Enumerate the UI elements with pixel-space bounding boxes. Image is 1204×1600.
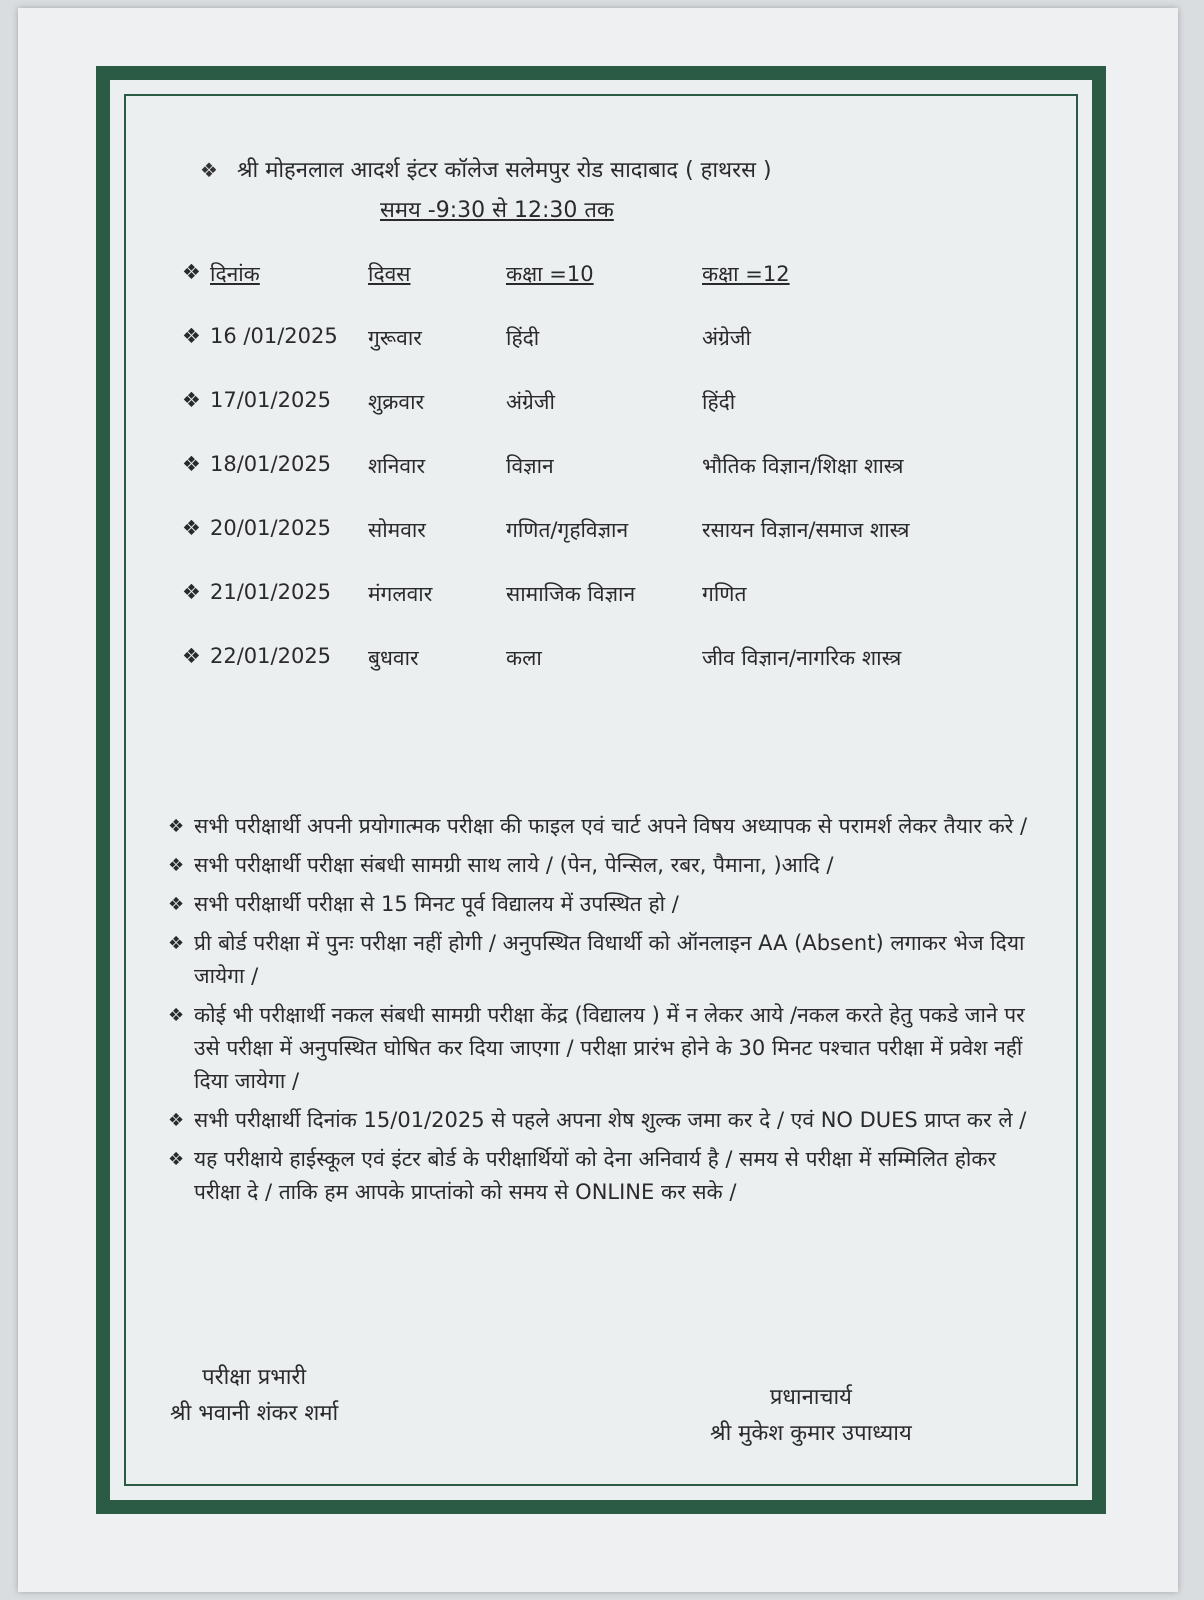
row-class12: गणित [702,582,747,606]
bullet-icon: ❖ [182,580,201,604]
row-date: 20/01/2025 [210,516,332,540]
row-class10: विज्ञान [506,454,554,478]
school-title [200,154,1080,184]
bullet-icon: ❖ [182,644,201,668]
bullet-icon: ❖ [168,1149,185,1170]
bullet-icon: ❖ [168,816,185,837]
table-row [182,644,1032,676]
bullet-icon: ❖ [168,855,185,876]
row-date: 21/01/2025 [210,580,332,604]
row-day: बुधवार [368,646,419,670]
exam-time: समय -9:30 से 12:30 तक [380,198,614,223]
bullet-icon: ❖ [168,894,185,915]
signature-title: परीक्षा प्रभारी [202,1365,307,1390]
row-day: मंगलवार [368,582,433,606]
row-date: 22/01/2025 [210,644,332,668]
bullet-icon: ❖ [200,158,218,182]
notice-content [150,120,1052,1460]
table-row [182,516,1032,548]
paper-sheet [18,8,1178,1592]
list-item [168,999,1038,1098]
bullet-icon: ❖ [168,933,185,954]
signature-name: श्री भवानी शंकर शर्मा [170,1401,339,1426]
decorative-border [96,66,1106,1514]
row-class12: हिंदी [702,390,736,414]
table-row [182,388,1032,420]
instruction-text: सभी परीक्षार्थी दिनांक 15/01/2025 से पहले अपना शेष शुल्क जमा कर दे / एवं NO DUES प्राप्त कर ले / [194,1108,1027,1132]
instruction-text: प्री बोर्ड परीक्षा में पुनः परीक्षा नहीं होगी / अनुपस्थित विधार्थी को ऑनलाइन AA (Absent) लगाकर भेज दिया जायेगा / [194,931,1025,988]
row-class10: हिंदी [506,326,540,350]
header-date: दिनांक [210,262,260,286]
list-item [168,810,1038,843]
table-row [182,452,1032,484]
row-day: गुरूवार [368,326,422,350]
bullet-icon: ❖ [182,388,201,412]
header-class12: कक्षा =12 [702,262,790,286]
table-row [182,324,1032,356]
row-class12: भौतिक विज्ञान/शिक्षा शास्त्र [702,454,904,478]
list-item [168,1104,1038,1137]
bullet-icon: ❖ [182,516,201,540]
signature-title: प्रधानाचार्य [769,1385,852,1410]
instruction-text: कोई भी परीक्षार्थी नकल संबधी सामग्री परीक्षा केंद्र (विद्यालय ) में न लेकर आये /नकल करते हेतु पकडे जाने पर उसे परीक्षा में अनुपस्थित घोषित कर दिया जाएगा / परीक्षा प्रारंभ होने के 30 मिनट पश्चात परीक्षा में प्रवेश नहीं दिया जायेगा / [194,1003,1025,1093]
header-class10: कक्षा =10 [506,262,594,286]
list-item [168,849,1038,882]
row-class12: जीव विज्ञान/नागरिक शास्त्र [702,646,902,670]
instruction-text: सभी परीक्षार्थी परीक्षा से 15 मिनट पूर्व विद्यालय में उपस्थित हो / [194,892,679,916]
list-item [168,888,1038,921]
bullet-icon: ❖ [182,324,201,348]
instruction-text: सभी परीक्षार्थी अपनी प्रयोगात्मक परीक्षा की फाइल एवं चार्ट अपने विषय अध्यापक से परामर्श लेकर तैयार करे / [194,814,1028,838]
exam-incharge-signature [170,1360,338,1432]
list-item [168,1143,1038,1209]
row-date: 18/01/2025 [210,452,332,476]
row-class10: कला [506,646,542,670]
bullet-icon: ❖ [182,260,201,284]
instruction-text: सभी परीक्षार्थी परीक्षा संबधी सामग्री साथ लाये / (पेन, पेन्सिल, रबर, पैमाना, )आदि / [194,853,834,877]
signature-name: श्री मुकेश कुमार उपाध्याय [710,1421,912,1446]
school-name: श्री मोहनलाल आदर्श इंटर कॉलेज सलेमपुर रोड सादाबाद ( हाथरस ) [236,158,772,183]
bullet-icon: ❖ [168,1005,185,1026]
bullet-icon: ❖ [168,1110,185,1131]
table-row [182,580,1032,612]
header-day: दिवस [368,262,411,286]
row-date: 17/01/2025 [210,388,332,412]
row-day: सोमवार [368,518,426,542]
list-item [168,927,1038,993]
row-day: शुक्रवार [368,390,425,414]
principal-signature [710,1380,912,1452]
row-class12: अंग्रेजी [702,326,751,350]
row-class12: रसायन विज्ञान/समाज शास्त्र [702,518,910,542]
row-day: शनिवार [368,454,426,478]
row-class10: अंग्रेजी [506,390,555,414]
row-date: 16 /01/2025 [210,324,338,348]
row-class10: सामाजिक विज्ञान [506,582,636,606]
instruction-text: यह परीक्षाये हाईस्कूल एवं इंटर बोर्ड के परीक्षार्थियों को देना अनिवार्य है / समय से परीक्षा में सम्मिलित होकर परीक्षा दे / ताकि हम आपके प्राप्तांको को समय से ONLINE कर सके / [194,1147,997,1204]
table-header [182,260,1032,292]
instructions-list [168,810,1038,1215]
row-class10: गणित/गृहविज्ञान [506,518,629,542]
bullet-icon: ❖ [182,452,201,476]
